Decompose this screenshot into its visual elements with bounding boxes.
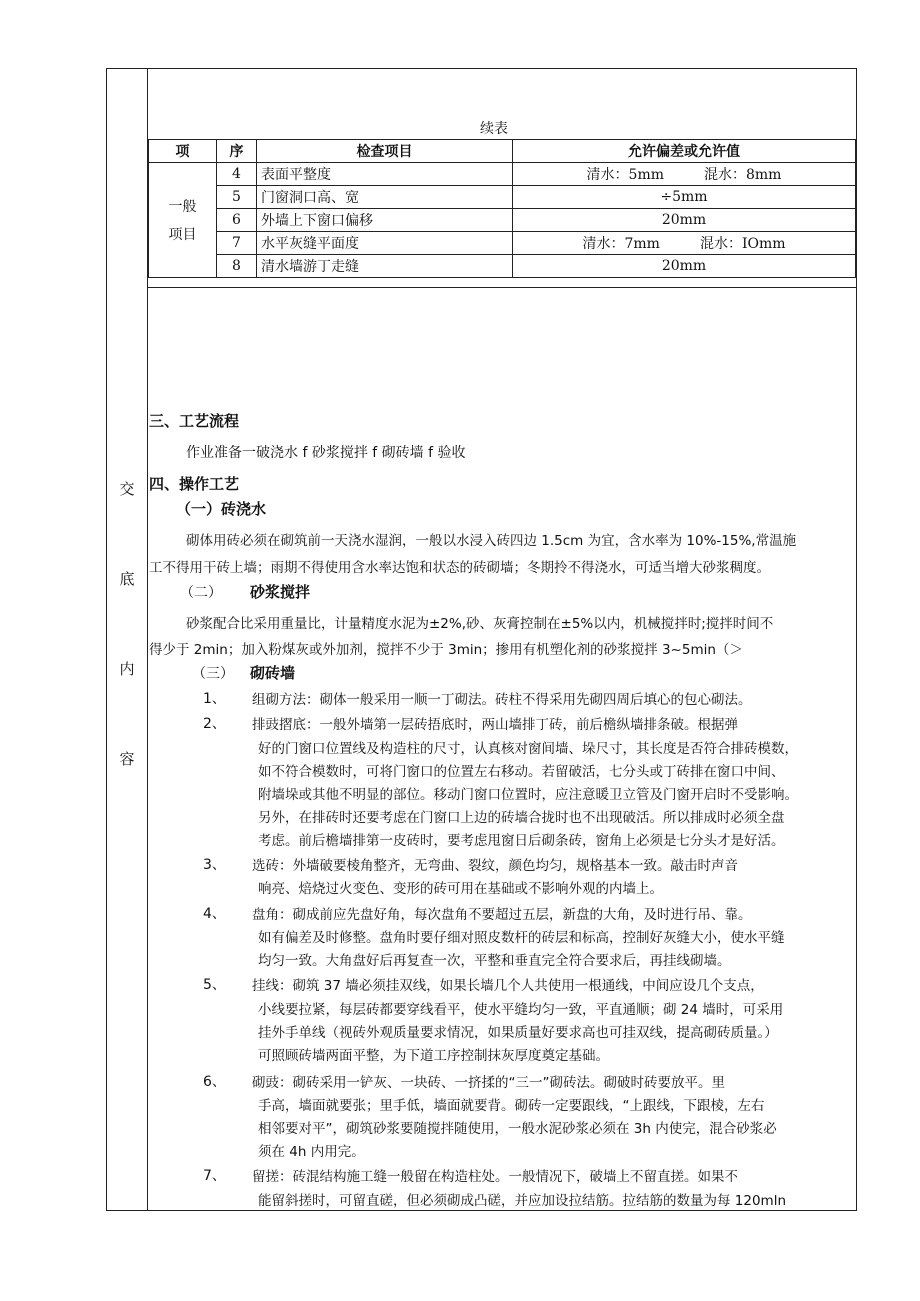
item-line: 另外，在排砖时还要考虑在门窗口上边的砖墙合拢时也不出现破活。所以排成时必须全盘 [258,810,785,826]
row-value-cell [513,163,856,186]
item-line: 须在 4h 内用完。 [258,1144,365,1160]
header-seq: 序 [217,140,257,163]
group-label-line1: 一般 [168,199,197,215]
left-label-column [106,68,148,1211]
item-line: 挂外手单线（视砖外观质量要求情况，如果质量好要求高也可挂双线，提高砌砖质量。） [258,1025,778,1041]
row-item: 表面平整度 [257,163,513,186]
row-value: 20mm [513,209,856,232]
left-label-char-3: 内 [119,660,135,678]
header-tolerance: 允许偏差或允许值 [513,140,856,163]
sub2-title: 砂浆搅拌 [250,583,311,601]
group-label-cell [149,163,217,278]
row-value-mixed: 混水：8mm [704,167,782,183]
item-line: 可照顾砖墙两面平整，为下道工序控制抹灰厚度奠定基础。 [258,1048,609,1064]
row-seq: 4 [217,163,257,186]
table-caption: 续表 [480,121,508,137]
item-line: 组砌方法：砌体一般采用一顺一丁砌法。砖柱不得采用先砌四周后填心的包心砌法。 [252,692,752,708]
item-line: 响亮、焙烧过火变色、变形的砖可用在基础或不影响外观的内墙上。 [258,881,663,897]
sub2-paragraph-line2: 得少于 2min；加入粉煤灰或外加剂，搅拌不少于 3min；掺用有机塑化剂的砂浆搅拌 3~5min（＞ [149,642,743,658]
item-line: 相邻要对平”，砌筑砂浆要随搅拌随使用，一般水泥砂浆必须在 3h 内使完，混合砂浆必 [258,1121,777,1137]
sub1-paragraph-line1: 砌体用砖必须在砌筑前一天浇水湿润，一般以水浸入砖四边 1.5cm 为宜，含水率为 10%-15%,常温施 [186,533,797,549]
table-row [149,232,856,255]
item-number: 7、 [203,1168,226,1184]
table-row [149,186,856,209]
sub1-paragraph-line2: 工不得用干砖上墙；雨期不得使用含水率达饱和状态的砖砌墙；冬期拎不得浇水，可适当增大砂浆稠度。 [149,560,770,576]
item-line: 手高，墙面就要张；里手低，墙面就要背。砌砖一定要跟线，“上跟线，下跟棱，左右 [258,1098,765,1114]
row-seq: 6 [217,209,257,232]
table-row [149,209,856,232]
row-value-cell [513,232,856,255]
section3-title: 三、工艺流程 [149,412,240,430]
row-item: 清水墙游丁走缝 [257,255,513,278]
sub3-title: 砌砖墙 [250,664,296,682]
process-flow: 作业准备一破浇水 f 砂浆搅拌 f 砌砖墙 f 验收 [186,445,466,461]
section4-title: 四、操作工艺 [149,475,240,493]
row-value: 20mm [513,255,856,278]
item-line: 如不符合模数时，可将门窗口的位置左右移动。若留破活，七分头或丁砖排在窗口中间、 [258,764,785,780]
row-seq: 5 [217,186,257,209]
sub2-paragraph-line1: 砂浆配合比采用重量比，计量精度水泥为±2%,砂、灰膏控制在±5%以内，机械搅拌时;搅拌时间不 [186,616,774,632]
table-header-row [149,140,856,163]
item-number: 2、 [203,716,226,732]
item-number: 5、 [203,977,226,993]
item-number: 4、 [203,906,226,922]
sub1-title: （一）砖浇水 [176,500,267,518]
row-value-mixed: 混水：IOmm [699,236,786,252]
header-item: 检查项目 [257,140,513,163]
item-number: 1、 [203,691,226,707]
table-row [149,163,856,186]
item-line: 均匀一致。大角盘好后再复查一次，平整和垂直完全符合要求后，再挂线砌墙。 [258,953,731,969]
item-line: 砌豉：砌砖采用一铲灰、一块砖、一挤揉的“三一”砌砖法。砌破时砖要放平。里 [252,1075,725,1091]
item-line: 排豉摺底：一般外墙第一层砖捂底时，两山墙排丁砖，前后檐纵墙排条破。根据弹 [252,717,738,733]
row-value-clear: 清水：7mm [582,236,660,252]
table-row [149,255,856,278]
item-line: 留搓：砖混结构施工缝一般留在构造柱处。一般情况下，破墙上不留直搓。如果不 [252,1169,738,1185]
inspection-table [148,139,856,278]
item-line: 能留斜搓时，可留直磋，但必须砌成凸磋，并应加设拉结筋。拉结筋的数量为每 120mln [258,1193,787,1209]
row-seq: 8 [217,255,257,278]
row-value-clear: 清水：5mm [586,167,664,183]
item-line: 好的门窗口位置线及构造柱的尺寸，认真核对窗间墙、垛尺寸，其长度是否符合排砖模数， [258,741,798,757]
row-value: ÷5mm [513,186,856,209]
table-bottom-divider [148,287,857,288]
sub2-number: （二） [180,585,222,601]
row-item: 外墙上下窗口偏移 [257,209,513,232]
sub3-number: （三） [192,666,234,682]
item-number: 6、 [203,1074,226,1090]
row-item: 水平灰缝平面度 [257,232,513,255]
item-number: 3、 [203,857,226,873]
row-seq: 7 [217,232,257,255]
item-line: 盘角：砌成前应先盘好角，每次盘角不要超过五层，新盘的大角，及时进行吊、靠。 [252,907,752,923]
header-category: 项 [149,140,217,163]
left-label-char-2: 底 [119,570,135,588]
item-line: 如有偏差及时修整。盘角时要仔细对照皮数杆的砖层和标高，控制好灰缝大小，使水平缝 [258,930,785,946]
item-line: 附墙垛或其他不明显的部位。移动门窗口位置时，应注意暖卫立管及门窗开启时不受影响。 [258,787,798,803]
item-line: 挂线：砌筑 37 墙必须挂双线，如果长墙几个人共使用一根通线，中间应设几个支点， [252,978,764,994]
item-line: 小线要拉紧，每层砖都要穿线看平，使水平缝均匀一致，平直通顺；砌 24 墙时，可采用 [258,1002,784,1018]
item-line: 考虑。前后檐墙排第一皮砖时，要考虑甩窗日后砌条砖，窗角上必须是七分头才是好活。 [258,833,785,849]
left-label-char-4: 容 [119,750,135,768]
group-label-line2: 项目 [168,227,197,243]
item-line: 选砖：外墙破要棱角整齐，无弯曲、裂纹，颜色均匀，规格基本一致。敲击时声音 [252,858,738,874]
row-item: 门窗洞口高、宽 [257,186,513,209]
left-label-char-1: 交 [119,480,135,498]
